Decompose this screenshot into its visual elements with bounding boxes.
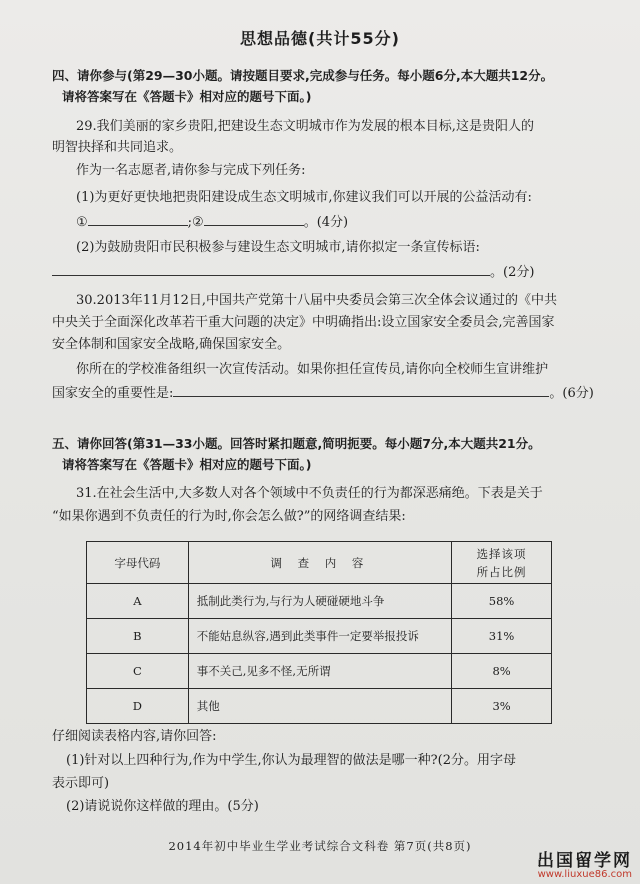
row-content: 抵制此类行为,与行为人硬碰硬地斗争 <box>188 584 451 619</box>
row-content: 其他 <box>188 689 451 724</box>
table-row <box>87 689 552 724</box>
q30-blank[interactable] <box>173 383 549 397</box>
q30-line5-text: 国家安全的重要性是: <box>52 386 174 401</box>
survey-table-header <box>87 542 552 584</box>
q30-line5 <box>52 383 600 404</box>
table-row <box>87 584 552 619</box>
q29-sub1-points: 。(4分) <box>303 215 349 230</box>
header-ratio-line1: 选择该项 <box>476 546 527 561</box>
survey-table <box>86 541 552 724</box>
row-ratio: 8% <box>452 654 552 689</box>
q30-line4: 你所在的学校准备组织一次宣传活动。如果你担任宣传员,请你向全校师生宣讲维护 <box>76 362 549 377</box>
q30-line3: 安全体制和国家安全战略,确保国家安全。 <box>52 337 291 352</box>
section4-instruction: 请将答案写在《答题卡》相对应的题号下面。) <box>62 89 312 104</box>
q29-line1: 29.我们美丽的家乡贵阳,把建设生态文明城市作为发展的根本目标,这是贵阳人的 <box>76 119 534 134</box>
section5-instruction: 请将答案写在《答题卡》相对应的题号下面。) <box>62 457 312 472</box>
q29-sub2: (2)为鼓励贵阳市民积极参与建设生态文明城市,请你拟定一条宣传标语: <box>76 240 480 255</box>
header-ratio <box>452 542 552 584</box>
q29-answer-mark-2: ;② <box>187 215 204 230</box>
table-row <box>87 654 552 689</box>
watermark-url: www.liuxue86.com <box>537 869 632 880</box>
row-content: 不能姑息纵容,遇到此类事件一定要举报投诉 <box>188 619 451 654</box>
q29-sub2-answer <box>52 262 600 283</box>
page-title: 思想品德(共计55分) <box>240 29 400 48</box>
header-code: 字母代码 <box>87 542 189 584</box>
q30-points: 。(6分) <box>549 386 594 401</box>
site-watermark <box>537 846 632 880</box>
section5-heading: 五、请你回答(第31—33小题。回答时紧扣题意,简明扼要。每小题7分,本大题共21分。 <box>52 436 541 451</box>
q31-line2: “如果你遇到不负责任的行为时,你会怎么做?”的网络调查结果: <box>52 509 406 524</box>
q29-sub1: (1)为更好更快地把贵阳建设成生态文明城市,你建议我们可以开展的公益活动有: <box>76 190 532 205</box>
q29-answer-mark-1: ① <box>76 215 88 230</box>
row-code: B <box>87 619 189 654</box>
q29-blank-slogan[interactable] <box>52 262 490 276</box>
q29-blank-2[interactable] <box>204 212 304 226</box>
row-code: D <box>87 689 189 724</box>
watermark-name: 出国留学网 <box>537 851 632 871</box>
q29-blank-1[interactable] <box>88 212 188 226</box>
q29-sub1-answer <box>76 212 600 233</box>
table-row <box>87 619 552 654</box>
row-ratio: 3% <box>452 689 552 724</box>
row-code: C <box>87 654 189 689</box>
row-ratio: 58% <box>452 584 552 619</box>
q29-sub2-points: 。(2分) <box>490 265 535 280</box>
row-content: 事不关己,见多不怪,无所谓 <box>188 654 451 689</box>
q31-sub2: (2)请说说你这样做的理由。(5分) <box>66 799 259 814</box>
q31-read: 仔细阅读表格内容,请你回答: <box>52 729 217 744</box>
q30-line1: 30.2013年11月12日,中国共产党第十八届中央委员会第三次全体会议通过的《中共 <box>76 293 557 308</box>
q30-line2: 中央关于全面深化改革若干重大问题的决定》中明确指出:设立国家安全委员会,完善国家 <box>52 315 555 330</box>
q31-sub1-line2: 表示即可) <box>52 776 110 791</box>
header-content: 调 查 内 容 <box>188 542 451 584</box>
section4-heading: 四、请你参与(第29—30小题。请按题目要求,完成参与任务。每小题6分,本大题共12分。 <box>52 68 554 83</box>
q29-task: 作为一名志愿者,请你参与完成下列任务: <box>76 163 306 178</box>
q29-line2: 明智抉择和共同追求。 <box>52 140 183 155</box>
row-code: A <box>87 584 189 619</box>
q31-line1: 31.在社会生活中,大多数人对各个领域中不负责任的行为都深恶痛绝。下表是关于 <box>76 486 543 501</box>
row-ratio: 31% <box>452 619 552 654</box>
page-footer: 2014年初中毕业生学业考试综合文科卷 第7页(共8页) <box>168 839 472 853</box>
header-ratio-line2: 所占比例 <box>476 564 527 579</box>
q31-sub1-line1: (1)针对以上四种行为,作为中学生,你认为最理智的做法是哪一种?(2分。用字母 <box>66 753 516 768</box>
